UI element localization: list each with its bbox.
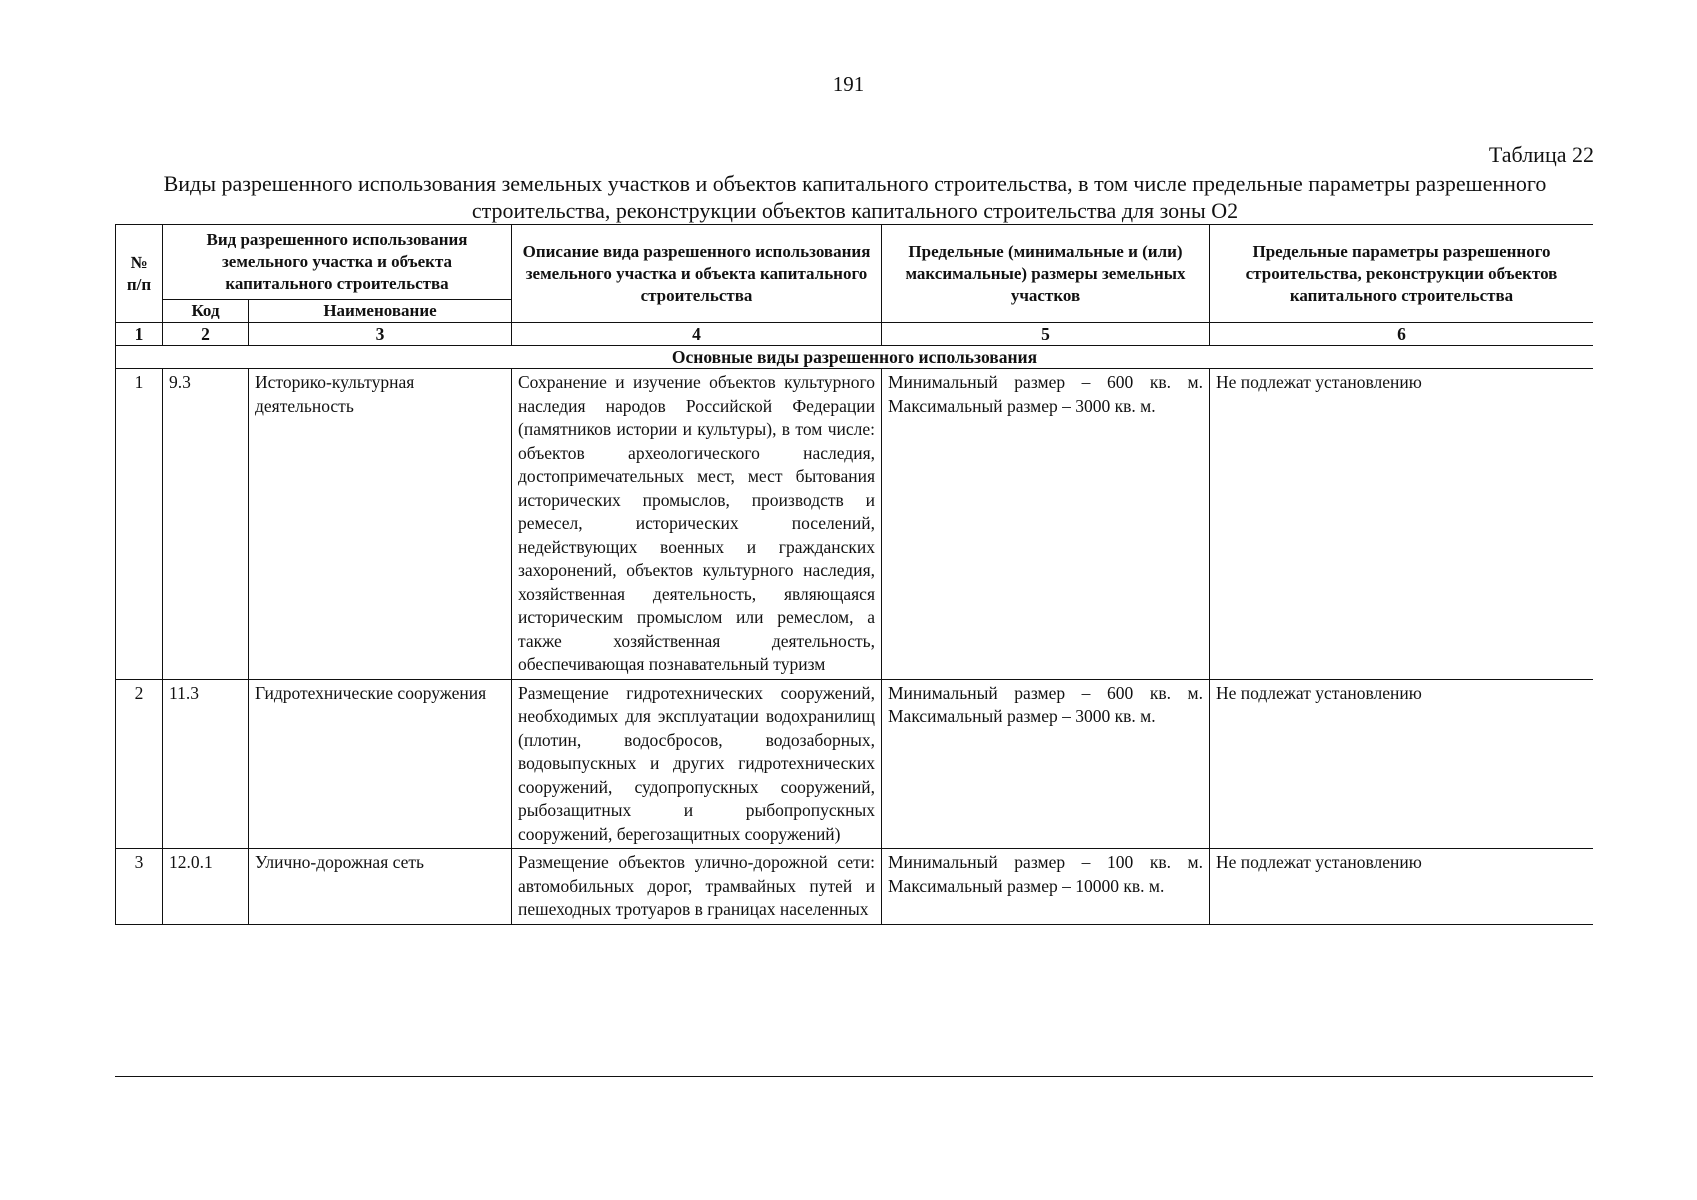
row-code: 12.0.1	[163, 849, 249, 925]
row-number: 1	[116, 369, 163, 680]
header-num: № п/п	[116, 225, 163, 323]
section-title: Основные виды разрешенного использования	[116, 346, 1594, 369]
row-name: Историко-культурная деятельность	[249, 369, 512, 680]
table-title: Виды разрешенного использования земельных участков и объектов капитального строительства, в том числе предельные параметры разрешенного строительства, реконструкции объектов капитального строительства для зоны О2	[163, 171, 1547, 223]
row-code: 9.3	[163, 369, 249, 680]
row-description: Размещение гидротехнических сооружений, необходимых для эксплуатации водохранилищ (плотин, водосбросов, водозаборных, водовыпускных и других гидротехнических сооружений, судопропускных сооружений, рыбозащитных и рыбопропускных сооружений, берегозащитных сооружений)	[512, 679, 882, 849]
row-land-size: Минимальный размер – 100 кв. м. Максимальный размер – 10000 кв. м.	[882, 849, 1210, 925]
table-row	[116, 369, 1594, 680]
row-parameters: Не подлежат установлению	[1210, 849, 1594, 925]
column-number: 5	[882, 323, 1210, 346]
table-row	[116, 849, 1594, 925]
header-land-size: Предельные (минимальные и (или) максимальные) размеры земельных участков	[882, 225, 1210, 323]
column-number-row	[116, 323, 1594, 346]
row-number: 3	[116, 849, 163, 925]
page-number: 191	[832, 72, 865, 96]
row-parameters: Не подлежат установлению	[1210, 679, 1594, 849]
column-number: 6	[1210, 323, 1594, 346]
table-row	[116, 679, 1594, 849]
row-parameters: Не подлежат установлению	[1210, 369, 1594, 680]
column-number: 2	[163, 323, 249, 346]
header-name: Наименование	[249, 300, 512, 323]
section-row	[116, 346, 1594, 369]
header-code: Код	[163, 300, 249, 323]
row-name: Улично-дорожная сеть	[249, 849, 512, 925]
row-name: Гидротехнические сооружения	[249, 679, 512, 849]
header-description: Описание вида разрешенного использования земельного участка и объекта капитального строительства	[512, 225, 882, 323]
table-label: Таблица 22	[1488, 142, 1594, 167]
row-description: Сохранение и изучение объектов культурного наследия народов Российской Федерации (памятников истории и культуры), в том числе: объектов археологического наследия, достопримечательных мест, мест бытования исторических промыслов, производств и ремесел, исторических поселений, недействующих военных и гражданских захоронений, объектов культурного наследия, хозяйственная деятельность, являющаяся историческим промыслом или ремеслом, а также хозяйственная деятельность, обеспечивающая познавательный туризм	[512, 369, 882, 680]
column-number: 4	[512, 323, 882, 346]
row-land-size: Минимальный размер – 600 кв. м. Максимальный размер – 3000 кв. м.	[882, 679, 1210, 849]
header-parameters: Предельные параметры разрешенного строительства, реконструкции объектов капитального строительства	[1210, 225, 1594, 323]
row-code: 11.3	[163, 679, 249, 849]
header-vid: Вид разрешенного использования земельного участка и объекта капитального строительства	[163, 225, 512, 300]
column-number: 3	[249, 323, 512, 346]
zoning-table-container	[115, 224, 1593, 1077]
row-land-size: Минимальный размер – 600 кв. м. Максимальный размер – 3000 кв. м.	[882, 369, 1210, 680]
zoning-table	[115, 224, 1593, 925]
column-number: 1	[116, 323, 163, 346]
row-description: Размещение объектов улично-дорожной сети: автомобильных дорог, трамвайных путей и пешеходных тротуаров в границах населенных	[512, 849, 882, 925]
row-number: 2	[116, 679, 163, 849]
